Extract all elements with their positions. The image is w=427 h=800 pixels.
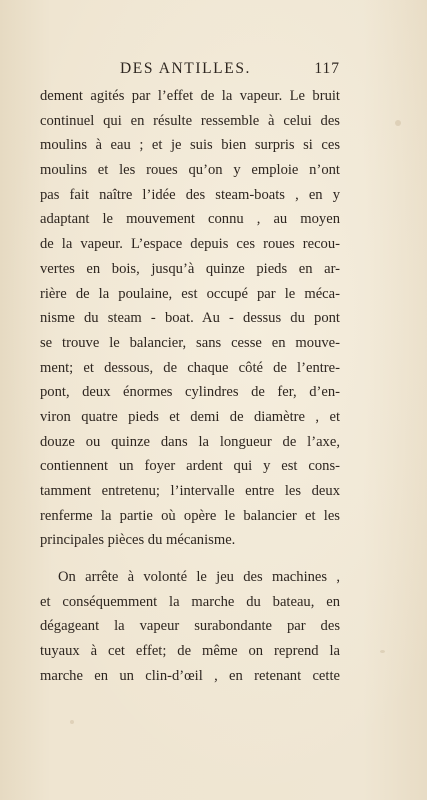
text-line: de la vapeur. L’espace depuis ces roues recou-: [40, 236, 340, 253]
text-line: vertes en bois, jusqu’à quinze pieds en ar-: [40, 260, 340, 277]
text-line: principales pièces du mécanisme.: [40, 532, 236, 549]
paper-stain: [395, 120, 401, 126]
text-line: On arrête à volonté le jeu des machines ,: [58, 569, 340, 586]
text-line: contiennent un foyer ardent qui y est cons-: [40, 458, 340, 475]
page-header: [40, 60, 340, 82]
text-line: pont, deux énormes cylindres de fer, d’en-: [40, 384, 340, 401]
text-line: marche en un clin-d’œil , en retenant cette: [40, 667, 340, 684]
paper-stain: [380, 650, 385, 653]
text-line: pas fait naître l’idée des steam-boats , en y: [40, 186, 340, 203]
text-line: tamment entretenu; l’intervalle entre les deux: [40, 483, 340, 499]
paragraph: [40, 565, 340, 688]
page-number: 117: [314, 60, 340, 77]
text-line: dement agités par l’effet de la vapeur. Le bruit: [40, 88, 340, 104]
text-line: douze ou quinze dans la longueur de l’axe,: [40, 433, 340, 450]
text-line: nisme du steam - boat. Au - dessus du pont: [40, 310, 340, 327]
paragraph-gap: [40, 553, 340, 565]
text-line: moulins et les roues qu’on y emploie n’ont: [40, 162, 340, 179]
running-head: DES ANTILLES.: [120, 60, 252, 77]
body-text: [40, 84, 340, 689]
text-line: tuyaux à cet effet; de même on reprend la: [40, 643, 340, 660]
text-line: ment; et dessous, de chaque côté de l’entre-: [40, 359, 340, 376]
paragraph: [40, 84, 340, 553]
text-line: renferme la partie où opère le balancier et les: [40, 507, 340, 524]
paper-stain: [70, 720, 74, 724]
text-line: et conséquemment la marche du bateau, en: [40, 593, 340, 610]
text-line: dégageant la vapeur surabondante par des: [40, 618, 340, 635]
text-line: continuel qui en résulte ressemble à celui des: [40, 112, 340, 129]
text-line: se trouve le balancier, sans cesse en mouve-: [40, 334, 340, 351]
text-line: rière de la poulaine, est occupé par le méca-: [40, 285, 340, 302]
text-line: adaptant le mouvement connu , au moyen: [40, 211, 340, 228]
text-line: viron quatre pieds et demi de diamètre , et: [40, 408, 340, 425]
text-line: moulins à eau ; et je suis bien surpris si ces: [40, 137, 340, 154]
